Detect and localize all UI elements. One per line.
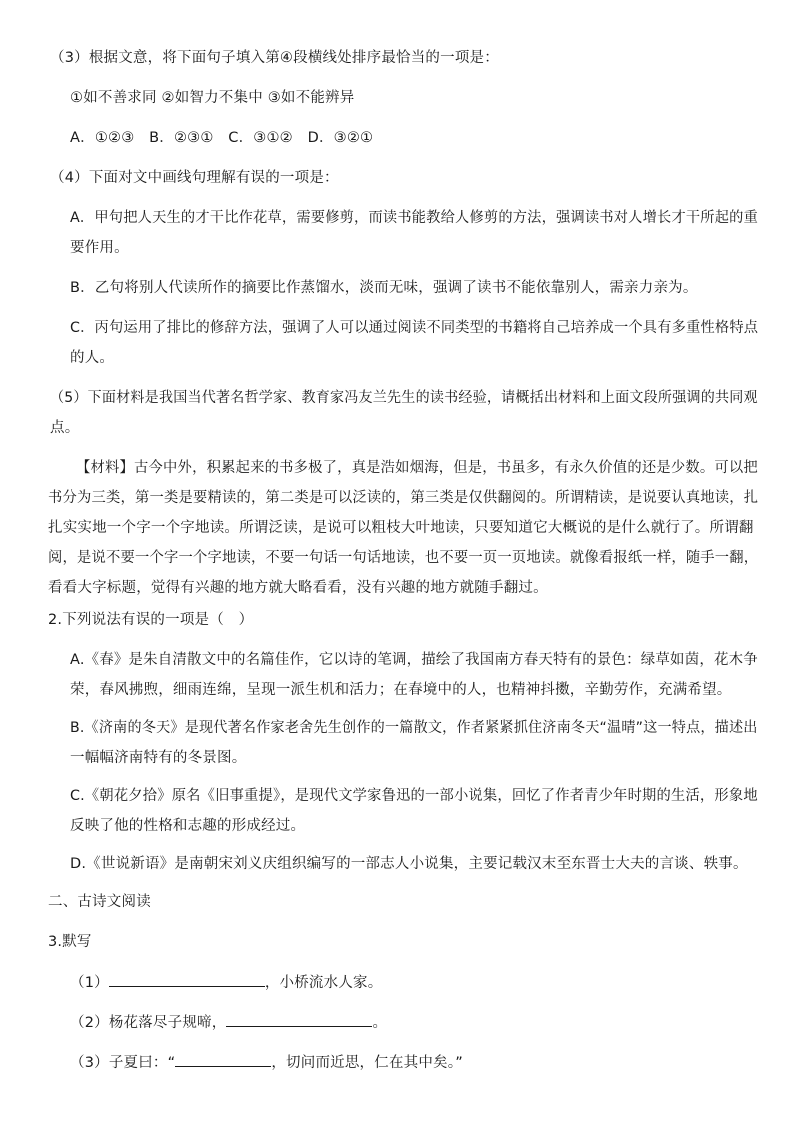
q4-option-c-line1: C．丙句运用了排比的修辞方法，强调了人可以通过阅读不同类型的书籍将自己培养成一个具有多重性格特点 — [70, 320, 759, 336]
dictation-item-2 — [70, 1012, 387, 1033]
q2-option-a-line1: A.《春》是朱自清散文中的名篇佳作，它以诗的笔调，描绘了我国南方春天特有的景色：绿草如茵，花木争 — [70, 652, 758, 668]
answer-blank-1[interactable] — [109, 972, 265, 987]
q2-option-c-line2: 反映了他的性格和志趣的形成经过。 — [70, 818, 306, 834]
q2-option-b-line2: 一幅幅济南特有的冬景图。 — [70, 750, 247, 766]
material-line1: 【材料】古今中外，积累起来的书多极了，真是浩如烟海，但是，书虽多，有永久价值的还是少数。可以把 — [76, 460, 758, 476]
q4-option-a-line2: 要作用。 — [70, 240, 129, 256]
dictation-item-3 — [70, 1052, 463, 1073]
q4-option-a-line1: A．甲句把人天生的才干比作花草，需要修剪，而读书能教给人修剪的方法，强调读书对人增长才干所起的重 — [70, 210, 759, 226]
q5-stem-line1: （5）下面材料是我国当代著名哲学家、教育家冯友兰先生的读书经验，请概括出材料和上面文段所强调的共同观 — [50, 390, 758, 406]
q5-stem-line2: 点。 — [50, 420, 80, 436]
dictation-title: 3.默写 — [48, 934, 92, 950]
dictation-item-2-text: （2）杨花落尽子规啼， — [70, 1015, 227, 1031]
material-line3: 扎实实地一个字一个字地读。所谓泛读，是说可以粗枝大叶地读，只要知道它大概说的是什么就行了。所谓翻 — [48, 520, 754, 536]
dictation-item-1-text: ，小桥流水人家。 — [264, 975, 383, 991]
section-heading: 二、古诗文阅读 — [48, 894, 151, 910]
dictation-item-3-prefix: （3）子夏曰：“ — [70, 1055, 176, 1071]
dictation-item-1-number: （1） — [70, 975, 109, 991]
material-line4: 阅，是说不要一个字一个字地读，不要一句话一句话地读，也不要一页一页地读。就像看报纸一样，随手一翻， — [48, 550, 759, 566]
dictation-item-3-text: ，切问而近思，仁在其中矣。” — [271, 1055, 463, 1071]
q4-option-c-line2: 的人。 — [70, 350, 115, 366]
q2-option-d: D.《世说新语》是南朝宋刘义庆组织编写的一部志人小说集，主要记载汉末至东晋士大夫的言谈、轶事。 — [70, 856, 748, 872]
q3-stem: （3）根据文意，将下面句子填入第④段横线处排序最恰当的一项是： — [50, 50, 499, 66]
answer-blank-2[interactable] — [226, 1012, 372, 1027]
material-line5: 看看大字标题，觉得有兴趣的地方就大略看看，没有兴趣的地方就随手翻过。 — [48, 580, 548, 596]
dictation-item-1 — [70, 972, 382, 993]
dictation-item-2-end: 。 — [372, 1015, 388, 1031]
q3-options: A．①②③ B．②③① C．③①② D．③②① — [70, 130, 374, 146]
q2-option-a-line2: 荣，春风拂煦，细雨连绵，呈现一派生机和活力；在春境中的人，也精神抖擞，辛勤劳作，充满希望。 — [70, 682, 732, 698]
q4-stem: （4）下面对文中画线句理解有误的一项是： — [50, 170, 339, 186]
q4-option-b: B．乙句将别人代读所作的摘要比作蒸馏水，淡而无味，强调了读书不能依靠别人，需亲力亲为。 — [70, 280, 698, 296]
q2-stem: 2.下列说法有误的一项是（ ） — [48, 612, 254, 628]
q3-sentences: ①如不善求同 ②如智力不集中 ③如不能辨异 — [70, 90, 355, 106]
answer-blank-3[interactable] — [175, 1052, 271, 1067]
material-line2: 书分为三类，第一类是要精读的，第二类是可以泛读的，第三类是仅供翻阅的。所谓精读，是说要认真地读，扎 — [48, 490, 759, 506]
q2-option-b-line1: B.《济南的冬天》是现代著名作家老舍先生创作的一篇散文，作者紧紧抓住济南冬天“温晴”这一特点，描述出 — [70, 720, 758, 736]
q2-option-c-line1: C.《朝花夕拾》原名《旧事重提》，是现代文学家鲁迅的一部小说集，回忆了作者青少年时期的生活，形象地 — [70, 788, 758, 804]
